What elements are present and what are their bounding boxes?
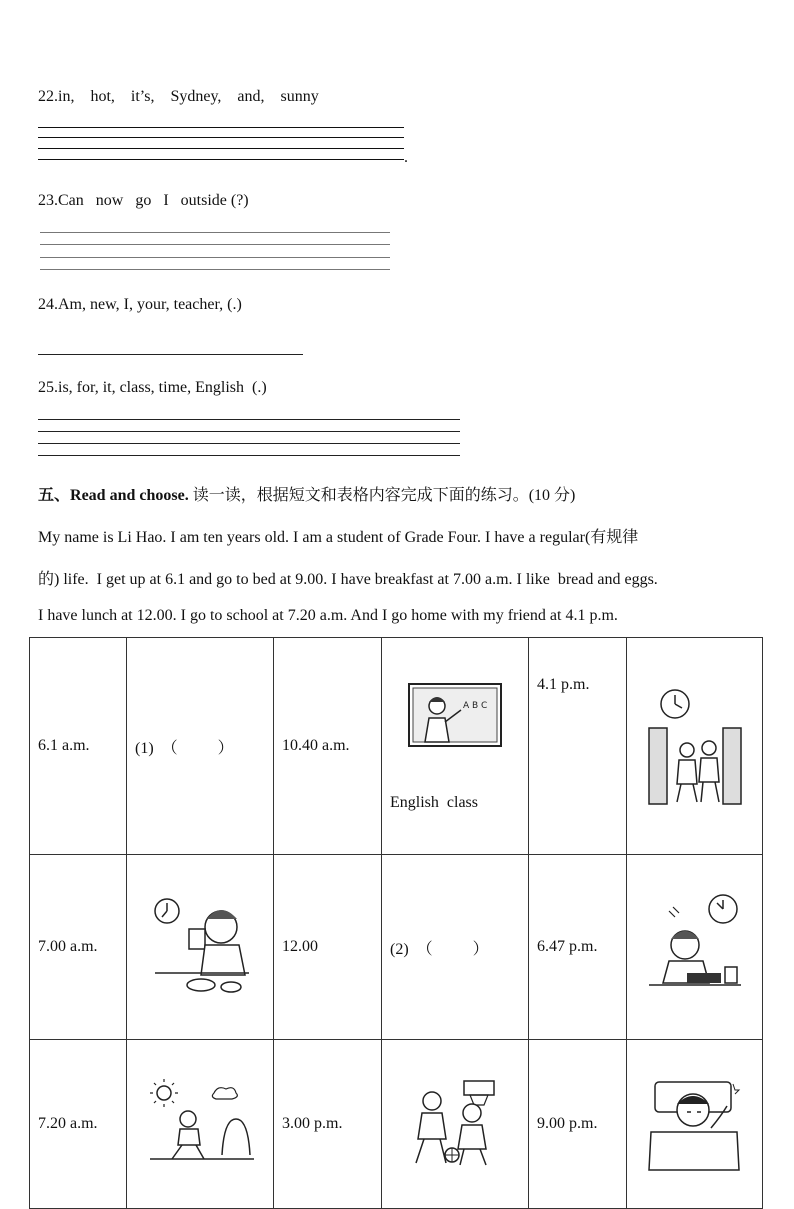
time-cell: 3.00 p.m. <box>274 1040 382 1209</box>
table-row <box>30 855 763 1040</box>
time-cell: 10.40 a.m. <box>274 638 382 855</box>
time-cell: 9.00 p.m. <box>529 1040 627 1209</box>
passage-line-2: 的) life. I get up at 6.1 and go to bed at 9.00. I have breakfast at 7.00 a.m. I like bread and eggs. <box>38 571 658 588</box>
time-cell: 12.00 <box>274 855 382 1040</box>
teacher-at-blackboard-icon <box>407 680 503 752</box>
picture-cell <box>627 638 763 855</box>
picture-cell <box>382 1040 529 1209</box>
time-cell: 4.1 p.m. <box>529 638 627 855</box>
passage-line-3: I have lunch at 12.00. I go to school at 7.20 a.m. And I go home with my friend at 4.1 p.m. <box>38 607 618 624</box>
time-cell: 6.47 p.m. <box>529 855 627 1040</box>
table-row <box>30 638 763 855</box>
picture-cell <box>127 1040 274 1209</box>
playing-basketball-icon <box>406 1079 504 1169</box>
english-class-label: English class <box>390 794 478 811</box>
question-24: 24.Am, new, I, your, teacher, (.) <box>38 296 242 313</box>
question-23: 23.Can now go I outside (?) <box>38 192 249 209</box>
going-to-school-icon <box>144 1079 256 1169</box>
time-cell: 7.00 a.m. <box>30 855 127 1040</box>
answer-lines-22[interactable] <box>38 127 406 167</box>
section-title-cn: 读一读，根据短文和表格内容完成下面的练习。(10 分) <box>188 487 576 504</box>
dinner-icon <box>645 891 745 1003</box>
passage-line-1: My name is Li Hao. I am ten years old. I am a student of Grade Four. I have a regular(有规律 <box>38 529 639 546</box>
board-text: A B C <box>463 701 488 711</box>
section-title-en: Read and choose. <box>70 487 189 504</box>
answer-lines-25[interactable] <box>38 419 462 459</box>
time-cell: 7.20 a.m. <box>30 1040 127 1209</box>
answer-blank-2[interactable]: (2) （ ） <box>382 855 529 1040</box>
question-22: 22.in, hot, it’s, Sydney, and, sunny <box>38 88 319 105</box>
section-title <box>38 482 575 505</box>
schedule-table <box>29 637 763 1209</box>
english-class-cell <box>382 638 529 855</box>
breakfast-icon <box>149 895 251 999</box>
period-mark: . <box>404 149 408 166</box>
time-cell: 6.1 a.m. <box>30 638 127 855</box>
picture-cell <box>627 1040 763 1209</box>
going-to-bed-icon <box>647 1076 743 1172</box>
going-home-icon <box>643 686 747 806</box>
table-row <box>30 1040 763 1209</box>
answer-blank-1[interactable]: (1) （ ） <box>127 638 274 855</box>
section-number: 五、 <box>38 487 71 504</box>
answer-line-24[interactable] <box>38 354 304 358</box>
picture-cell <box>627 855 763 1040</box>
picture-cell <box>127 855 274 1040</box>
answer-lines-23[interactable] <box>40 232 392 274</box>
question-25: 25.is, for, it, class, time, English (.) <box>38 379 267 396</box>
